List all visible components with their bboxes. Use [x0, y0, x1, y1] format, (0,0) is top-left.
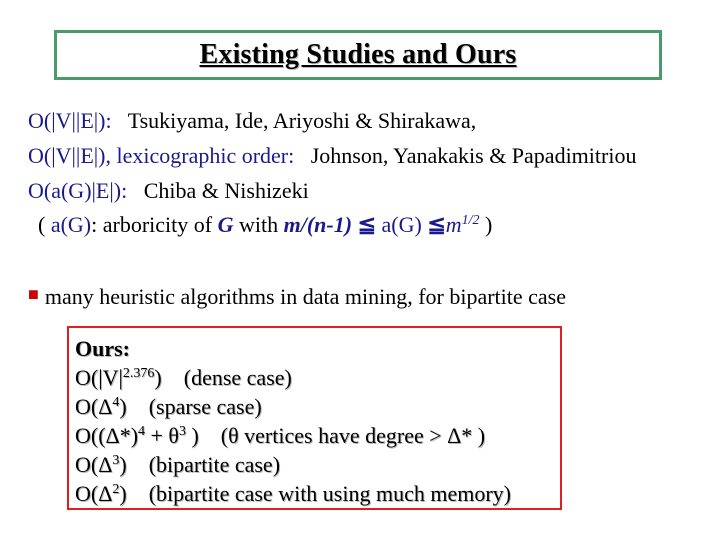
small-square-bullet-icon: ■ — [28, 284, 39, 304]
m-over-n-term: m/(n-1) — [283, 212, 353, 237]
existing-line-2 — [28, 143, 636, 169]
ours-note-4: (bipartite case) — [148, 452, 281, 477]
leq-symbol-2: ≦ — [427, 212, 446, 237]
ours-note-5: (bipartite case with using much memory) — [148, 481, 511, 506]
ours-note-3: (θ vertices have degree > Δ* ) — [220, 423, 486, 448]
authors-2: Johnson, Yanakakis & Papadimitriou — [310, 143, 637, 168]
ours-complexity-4: O(Δ — [75, 452, 113, 477]
ours-complexity-3: O((Δ*) — [75, 423, 139, 448]
ours-close-2: ) — [119, 394, 127, 419]
ours-item-1 — [75, 365, 292, 391]
ours-item-4 — [75, 452, 280, 478]
existing-line-3 — [28, 178, 309, 204]
close-paren: ) — [485, 212, 493, 237]
ours-close-1: ) — [154, 365, 162, 390]
ours-close-4: ) — [119, 452, 127, 477]
complexity-3: O(a(G)|E|): — [28, 178, 128, 203]
aG-term-2: a(G) — [381, 212, 422, 237]
authors-1: Tsukiyama, Ide, Ariyoshi & Shirakawa, — [127, 108, 477, 133]
complexity-1: O(|V||E|): — [28, 108, 112, 133]
ours-heading-text: Ours: — [75, 336, 130, 361]
aG-term: a(G) — [50, 212, 92, 237]
title-box — [54, 30, 662, 80]
ours-exp2-3: 3 — [178, 424, 186, 439]
ours-heading — [75, 336, 130, 362]
m-exponent: 1/2 — [461, 213, 480, 228]
arboricity-text: : arboricity of — [91, 212, 213, 237]
ours-plus-3: + θ — [145, 423, 179, 448]
leq-symbol-1: ≦ — [357, 212, 377, 237]
heuristics-text: many heuristic algorithms in data mining, for bipartite case — [44, 284, 567, 309]
G-term: G — [217, 212, 234, 237]
complexity-2: O(|V||E|), lexicographic order: — [28, 143, 295, 168]
authors-3: Chiba & Nishizeki — [143, 178, 309, 203]
with-text: with — [239, 212, 279, 237]
ours-exp-3: 4 — [138, 424, 146, 439]
ours-item-5 — [75, 481, 511, 507]
ours-exp-1: 2.376 — [122, 366, 155, 381]
ours-complexity-5: O(Δ — [75, 481, 113, 506]
ours-close-5: ) — [119, 481, 127, 506]
existing-line-1 — [28, 108, 476, 134]
ours-item-3 — [75, 423, 485, 449]
ours-note-2: (sparse case) — [148, 394, 262, 419]
ours-complexity-2: O(Δ — [75, 394, 113, 419]
ours-close-3: ) — [185, 423, 199, 448]
heuristics-bullet-line — [28, 284, 566, 310]
open-paren: ( — [38, 212, 46, 237]
ours-complexity-1: O(|V| — [75, 365, 123, 390]
ours-exp-2: 4 — [112, 395, 120, 410]
ours-note-1: (dense case) — [183, 365, 292, 390]
ours-exp-4: 3 — [112, 453, 120, 468]
ours-exp-5: 2 — [112, 482, 120, 497]
m-term: m — [445, 212, 462, 237]
ours-item-2 — [75, 394, 262, 420]
ours-box — [67, 326, 562, 510]
arboricity-note — [38, 212, 492, 238]
slide-title: Existing Studies and Ours — [199, 39, 517, 70]
